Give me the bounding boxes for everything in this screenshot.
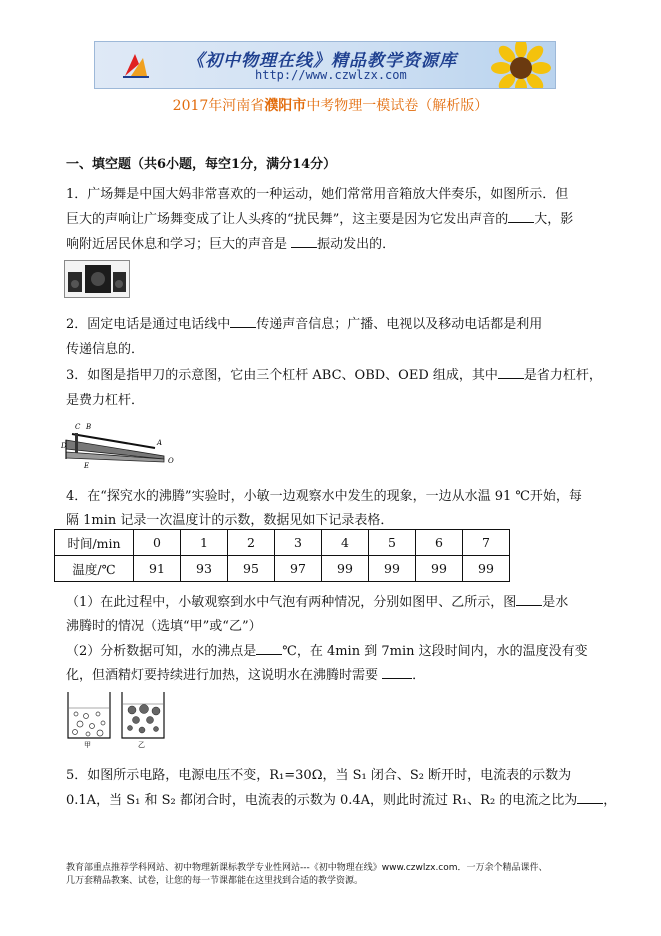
answer-blank[interactable]: [256, 642, 282, 655]
table-cell: 97: [275, 556, 322, 582]
table-cell: 0: [134, 530, 181, 556]
q1-line3: [66, 233, 395, 252]
section-heading: 一、填空题（共6小题，每空1分，满分14分）: [66, 157, 337, 172]
table-cell: 2: [228, 530, 275, 556]
footer-line1: 教育部重点推荐学科网站、初中物理新课标教学专业性网站---《初中物理在线》www.czwlzx.com．一万余个精品课件、: [66, 863, 548, 873]
q4-sub2-c: 化，但酒精灯要持续进行加热，这说明水在沸腾时需要: [66, 668, 383, 683]
label-d: D: [61, 442, 67, 450]
table-cell: 7: [463, 530, 510, 556]
q4-sub1-line2: 沸腾时的情况（选填“甲”或“乙”）: [66, 619, 262, 634]
label-jia: 甲: [84, 741, 91, 748]
page-footer: [66, 862, 548, 888]
title-city: 濮阳市: [264, 98, 307, 114]
q2-line1-b: 传递声音信息；广播、电视以及移动电话都是利用: [256, 317, 543, 332]
q1-line3-b: 振动发出的．: [317, 237, 396, 252]
table-cell: 6: [416, 530, 463, 556]
label-b: B: [86, 423, 92, 431]
label-e: E: [84, 462, 90, 470]
table-cell: 99: [322, 556, 369, 582]
q4-sub2-line1: [66, 640, 588, 659]
banner-url: http://www.czwlzx.com: [255, 68, 407, 82]
page-title: [0, 95, 661, 115]
q5-line2-b: ，: [603, 793, 617, 808]
answer-blank[interactable]: [577, 791, 603, 804]
table-cell: 99: [369, 556, 416, 582]
header-banner: [94, 41, 556, 89]
q2-line2: 传递信息的．: [66, 342, 145, 357]
q2-line1: [66, 313, 542, 332]
q1-line1: 1．广场舞是中国大妈非常喜欢的一种运动，她们常常用音箱放大伴奏乐，如图所示．但: [66, 187, 569, 202]
q2-line1-a: 2．固定电话是通过电话线中: [66, 317, 231, 332]
title-pre: 2017年河南省: [172, 98, 265, 114]
table-cell: 时间/min: [55, 530, 134, 556]
footer-line2: 几万套精品教案、试卷，让您的每一节课都能在这里找到合适的教学资源。: [66, 876, 364, 886]
table-cell: 99: [463, 556, 510, 582]
q4-sub2-d: ．: [412, 668, 426, 683]
q3-line1-b: 是省力杠杆，: [523, 368, 602, 383]
answer-blank[interactable]: [382, 666, 412, 679]
q1-line2-a: 巨大的声响让广场舞变成了让人头疼的“扰民舞”，这主要是因为它发出声音的: [66, 212, 509, 227]
label-o: O: [168, 457, 174, 465]
answer-blank[interactable]: [230, 315, 256, 328]
table-cell: 5: [369, 530, 416, 556]
nail-clipper-figure: [60, 418, 180, 470]
banner-title: 《初中物理在线》精品教学资源库: [187, 51, 457, 71]
table-cell: 1: [181, 530, 228, 556]
table-cell: 99: [416, 556, 463, 582]
q4-line1: 4．在“探究水的沸腾”实验时，小敏一边观察水中发生的现象，一边从水温 91 ℃开始，每: [66, 489, 582, 504]
answer-blank[interactable]: [498, 366, 524, 379]
q4-sub2-a: （2）分析数据可知，水的沸点是: [66, 644, 257, 659]
sunflower-icon: [491, 41, 551, 89]
table-cell: 4: [322, 530, 369, 556]
q1-line2: [66, 208, 573, 227]
q4-sub1-line1: [66, 591, 568, 610]
table-row: [55, 530, 510, 556]
table-cell: 95: [228, 556, 275, 582]
q3-line1-a: 3．如图是指甲刀的示意图，它由三个杠杆 ABC、OBD、OED 组成，其中: [66, 368, 498, 383]
answer-blank[interactable]: [516, 593, 542, 606]
q4-line2: 隔 1min 记录一次温度计的示数，数据见如下记录表格．: [66, 513, 394, 528]
table-cell: 温度/℃: [55, 556, 134, 582]
boiling-beakers-figure: [64, 690, 174, 748]
q1-line2-b: 大，影: [534, 212, 574, 227]
speaker-figure: [64, 260, 130, 298]
q3-line1: [66, 364, 602, 383]
title-post: 中考物理一模试卷（解析版）: [306, 98, 489, 114]
q3-line2: 是费力杠杆．: [66, 393, 145, 408]
table-cell: 93: [181, 556, 228, 582]
table-row: [55, 556, 510, 582]
site-logo-icon: [121, 50, 151, 80]
q5-line2-a: 0.1A，当 S₁ 和 S₂ 都闭合时，电流表的示数为 0.4A，则此时流过 R₁、R₂ 的电流之比为: [66, 793, 578, 808]
temperature-table: [54, 529, 510, 582]
label-c: C: [75, 423, 81, 431]
q4-sub2-b: ℃，在 4min 到 7min 这段时间内，水的温度没有变: [282, 644, 588, 659]
answer-blank[interactable]: [508, 210, 534, 223]
table-cell: 3: [275, 530, 322, 556]
q4-sub2-line2: [66, 664, 425, 683]
answer-blank[interactable]: [291, 235, 317, 248]
label-yi: 乙: [138, 741, 145, 748]
q5-line2: [66, 789, 616, 808]
q4-sub1-b: 是水: [542, 595, 569, 610]
table-cell: 91: [134, 556, 181, 582]
q4-sub1-a: （1）在此过程中，小敏观察到水中气泡有两种情况，分别如图甲、乙所示，图: [66, 595, 517, 610]
label-a: A: [157, 439, 163, 447]
q1-line3-a: 响附近居民休息和学习；巨大的声音是: [66, 237, 292, 252]
q5-line1: 5．如图所示电路，电源电压不变，R₁=30Ω，当 S₁ 闭合、S₂ 断开时，电流表的示数为: [66, 768, 572, 783]
